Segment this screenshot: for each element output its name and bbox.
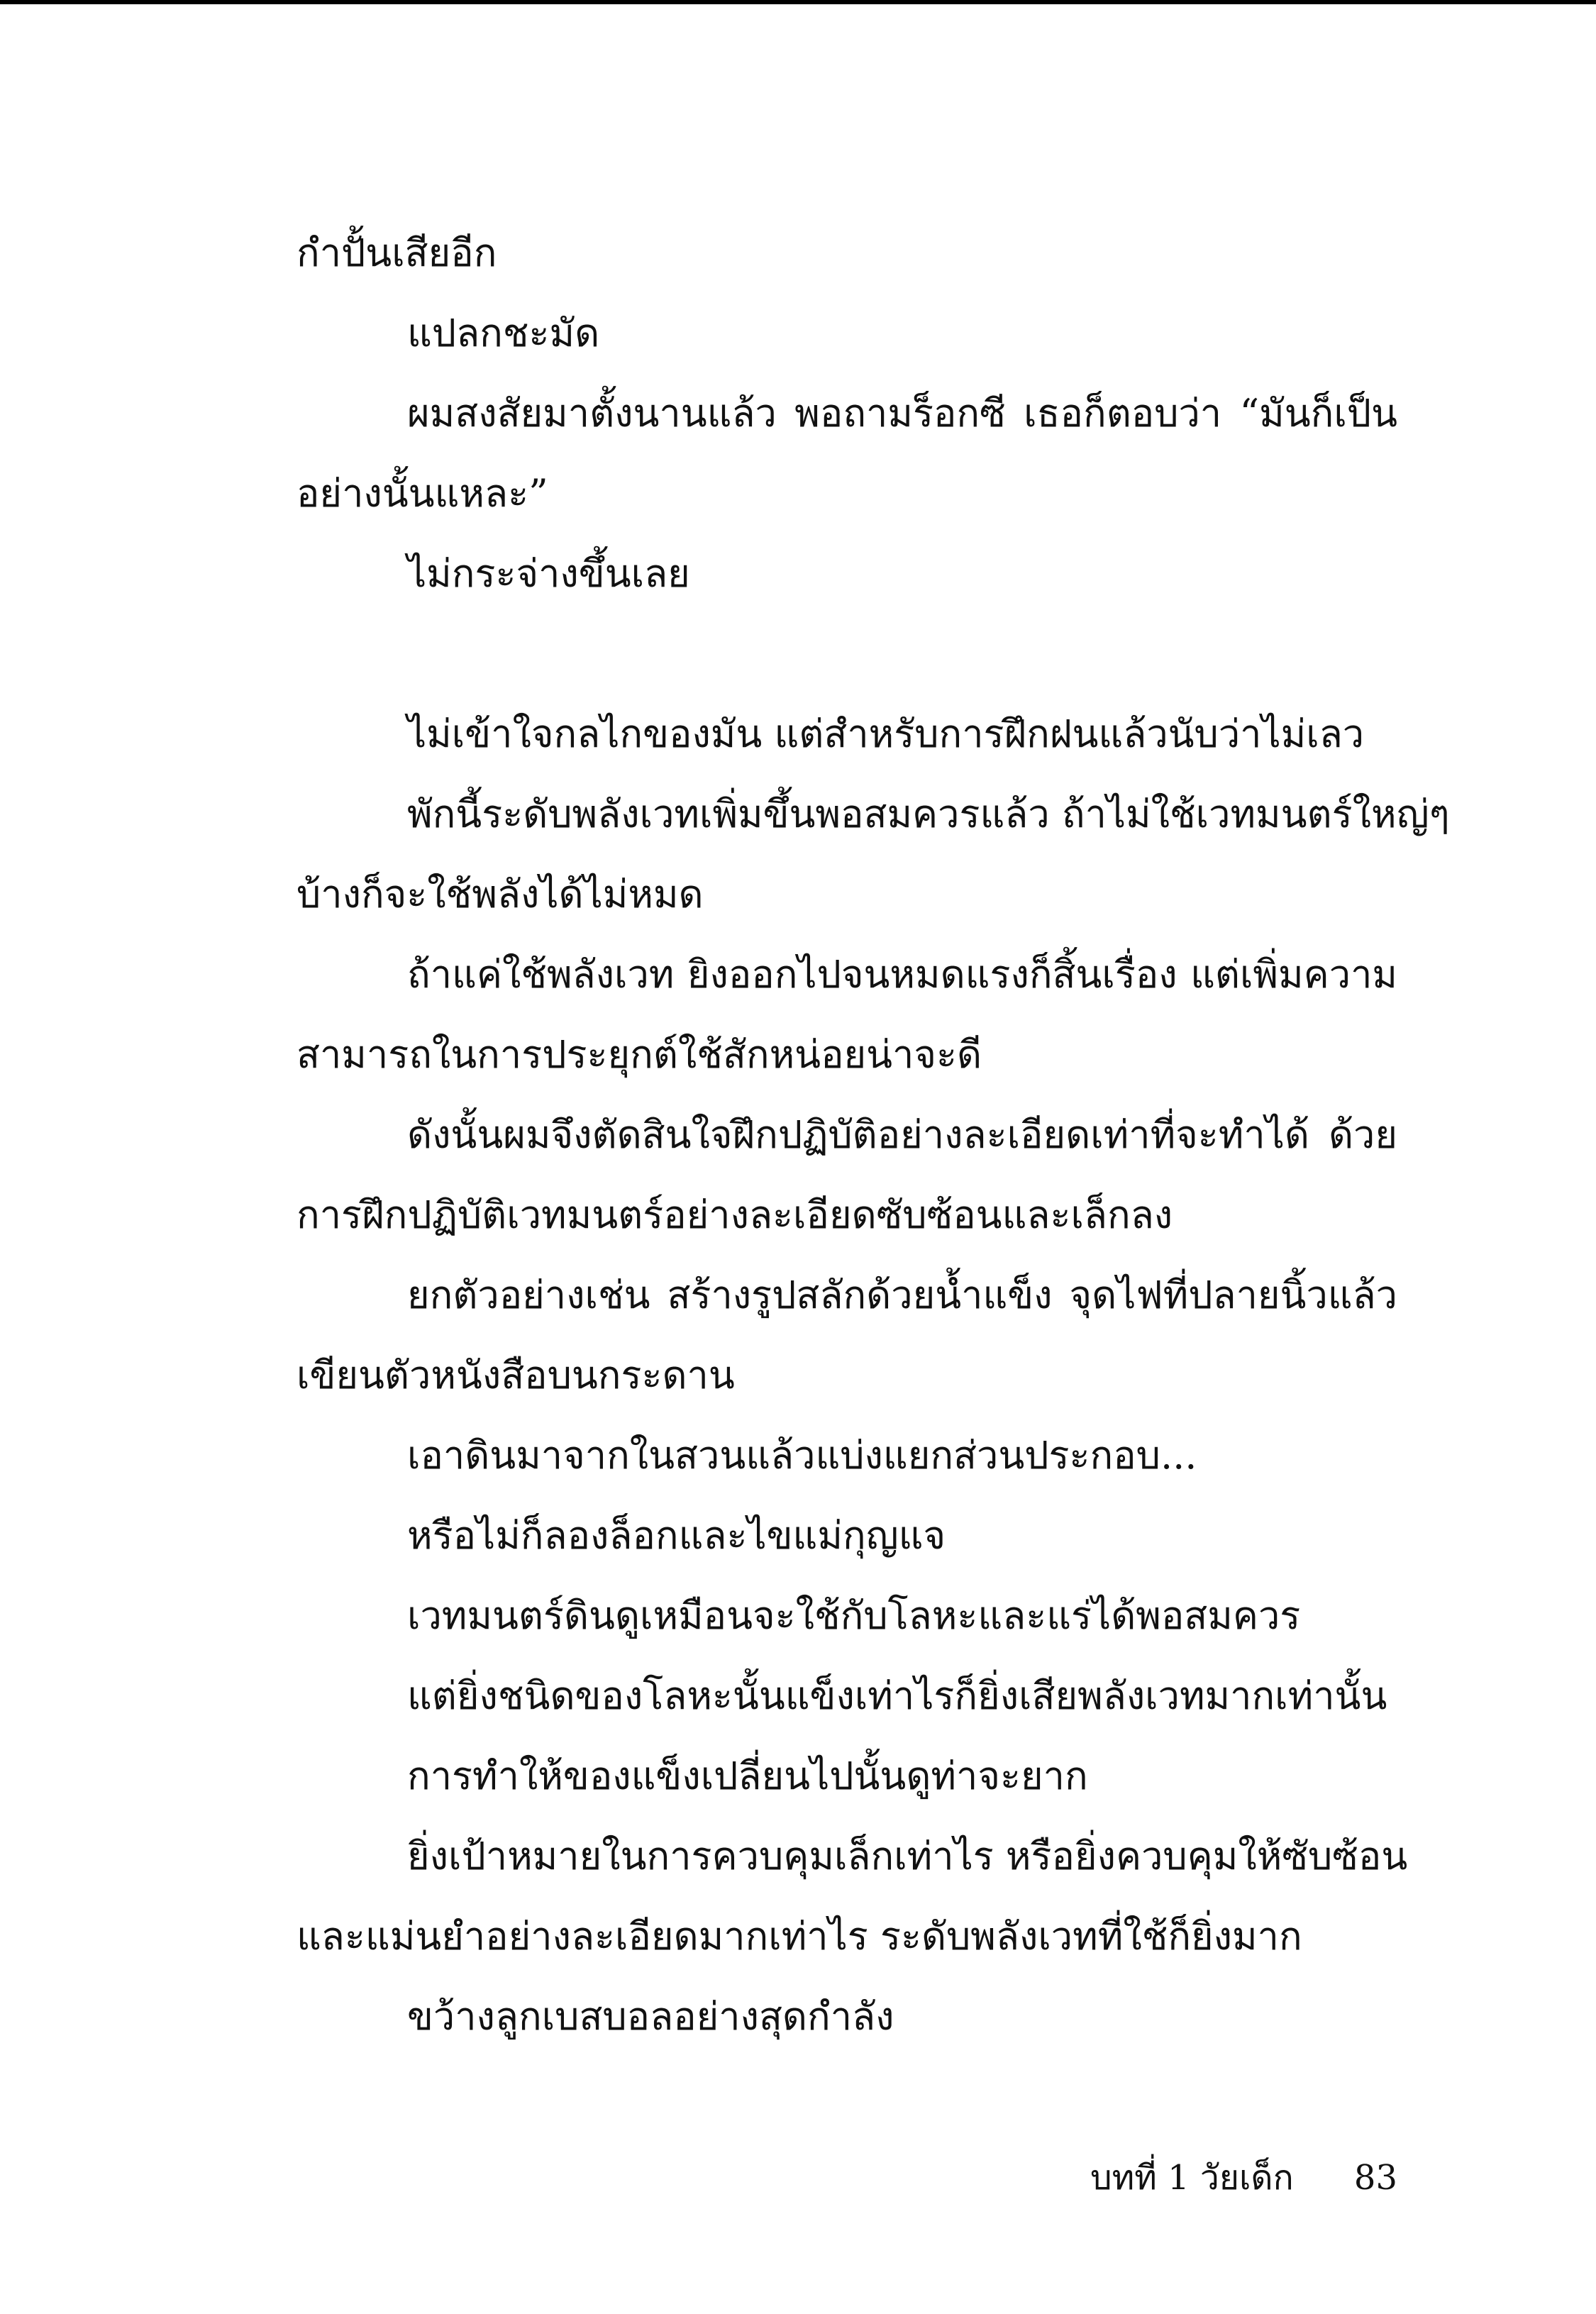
body-line: ยิ่งเป้าหมายในการควบคุมเล็กเท่าไร หรือยิ่งควบคุมให้ซับซ้อน: [407, 1834, 1408, 1878]
body-line: ไม่เข้าใจกลไกของมัน แต่สำหรับการฝึกฝนแล้วนับว่าไม่เลว: [407, 712, 1365, 756]
top-border-rule: [0, 0, 1596, 4]
body-line: กำปั้นเสียอีก: [297, 231, 497, 275]
body-line: ผมสงสัยมาตั้งนานแล้ว พอถามร็อกซี เธอก็ตอบว่า “มันก็เป็น: [407, 391, 1397, 436]
body-line: เขียนตัวหนังสือบนกระดาน: [297, 1353, 735, 1397]
body-line: แปลกชะมัด: [407, 311, 600, 355]
body-line: การฝึกปฏิบัติเวทมนตร์อย่างละเอียดซับซ้อนและเล็กลง: [297, 1192, 1173, 1237]
body-line: หรือไม่ก็ลองล็อกและไขแม่กุญแจ: [407, 1513, 946, 1558]
page-number: 83: [1353, 2158, 1397, 2198]
page-body: [297, 213, 1450, 2056]
body-line: ยกตัวอย่างเช่น สร้างรูปสลักด้วยน้ำแข็ง จุดไฟที่ปลายนิ้วแล้ว: [407, 1273, 1397, 1317]
body-line: และแม่นยำอย่างละเอียดมากเท่าไร ระดับพลังเวทที่ใช้ก็ยิ่งมาก: [297, 1914, 1302, 1959]
body-line: พักนี้ระดับพลังเวทเพิ่มขึ้นพอสมควรแล้ว ถ้าไม่ใช้เวทมนตร์ใหญ่ๆ: [407, 792, 1450, 836]
body-line: ขว้างลูกเบสบอลอย่างสุดกำลัง: [407, 1994, 894, 2039]
body-line: สามารถในการประยุกต์ใช้สักหน่อยน่าจะดี: [297, 1032, 982, 1077]
body-line: บ้างก็จะใช้พลังได้ไม่หมด: [297, 872, 704, 917]
body-line: ไม่กระจ่างขึ้นเลย: [407, 551, 690, 596]
body-line: การทำให้ของแข็งเปลี่ยนไปนั้นดูท่าจะยาก: [407, 1754, 1088, 1798]
section-break: [297, 614, 1397, 694]
body-line: ดังนั้นผมจึงตัดสินใจฝึกปฏิบัติอย่างละเอียดเท่าที่จะทำได้ ด้วย: [407, 1112, 1397, 1157]
chapter-label: บทที่ 1 วัยเด็ก: [1090, 2158, 1294, 2198]
body-line: แต่ยิ่งชนิดของโลหะนั้นแข็งเท่าไรก็ยิ่งเสียพลังเวทมากเท่านั้น: [407, 1673, 1387, 1718]
body-line: อย่างนั้นแหละ”: [297, 471, 548, 516]
body-line: ถ้าแค่ใช้พลังเวท ยิงออกไปจนหมดแรงก็สิ้นเรื่อง แต่เพิ่มความ: [407, 952, 1397, 997]
page-footer: [1090, 2149, 1397, 2206]
body-line: เอาดินมาจากในสวนแล้วแบ่งแยกส่วนประกอบ...: [407, 1433, 1197, 1478]
body-line: เวทมนตร์ดินดูเหมือนจะใช้กับโลหะและแร่ได้พอสมควร: [407, 1593, 1301, 1638]
